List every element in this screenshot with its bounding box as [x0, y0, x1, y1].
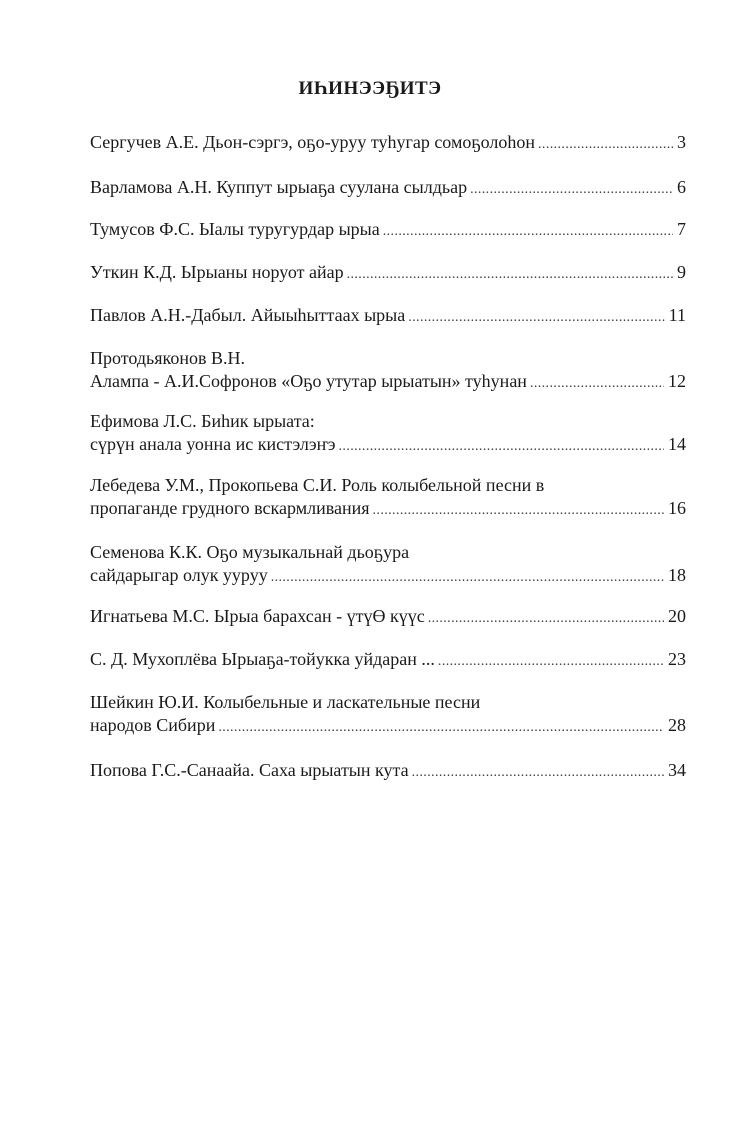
leader-dots — [538, 136, 673, 154]
toc-page-number: 34 — [668, 760, 686, 780]
toc-entry-text: сайдарыгар олук ууруу — [90, 565, 268, 585]
leader-dots — [347, 266, 673, 284]
toc-entry-text: С. Д. Мухоплёва Ырыаҕа-тойукка уйдаран ... — [90, 649, 435, 669]
toc-page-number: 18 — [668, 565, 686, 585]
toc-page-number: 28 — [668, 715, 686, 735]
toc-entry-text: Варламова А.Н. Куппут ырыаҕа суулана сылдьар — [90, 177, 468, 197]
leader-dots — [373, 502, 664, 520]
toc-line — [90, 176, 686, 199]
leader-dots — [383, 223, 673, 241]
toc-page-number: 3 — [677, 132, 686, 152]
toc-entry-text: Сергучев А.Е. Дьон-сэргэ, оҕо-уруу туһугар сомоҕолоһон — [90, 132, 536, 152]
toc-entry — [90, 304, 686, 327]
leader-dots — [530, 375, 664, 393]
leader-dots — [408, 309, 664, 327]
toc-page-number: 12 — [668, 371, 686, 391]
toc-page-number: 23 — [668, 649, 686, 669]
toc-page-number: 11 — [668, 305, 686, 325]
toc-line — [90, 304, 686, 327]
toc-line — [90, 759, 686, 782]
toc-entry-text: Тумусов Ф.С. Ыалы туругурдар ырыа — [90, 219, 380, 239]
toc-entry — [90, 759, 686, 782]
toc-page-number: 6 — [677, 177, 686, 197]
leader-dots — [438, 653, 664, 671]
toc-entry — [90, 218, 686, 241]
toc-entry — [90, 131, 686, 154]
toc-entry — [90, 474, 686, 520]
toc-line — [90, 648, 686, 671]
toc-entry — [90, 347, 686, 393]
leader-dots — [271, 569, 664, 587]
toc-entry — [90, 176, 686, 199]
toc-entry-text: Павлов А.Н.-Дабыл. Айыыһыттаах ырыа — [90, 305, 406, 325]
toc-line — [90, 714, 686, 737]
toc-page-number: 14 — [668, 434, 686, 454]
leader-dots — [218, 719, 664, 737]
leader-dots — [339, 438, 664, 456]
toc-line — [90, 564, 686, 587]
toc-entry-text: пропаганде грудного вскармливания — [90, 498, 370, 518]
toc-entry — [90, 691, 686, 737]
toc-entry — [90, 541, 686, 587]
page-title: ИҺИНЭЭҔИТЭ — [298, 78, 442, 99]
toc-entry-text: Уткин К.Д. Ырыаны норуот айар — [90, 262, 344, 282]
toc-page-number: 9 — [677, 262, 686, 282]
toc-page-number: 20 — [668, 606, 686, 626]
toc-entry-text: народов Сибири — [90, 715, 216, 735]
toc-line — [90, 131, 686, 154]
toc-entry-text: Протодьяконов В.Н. — [90, 348, 245, 368]
toc-entry-text: Семенова К.К. Оҕо музыкальнай дьоҕура — [90, 542, 410, 562]
toc-entry — [90, 410, 686, 456]
toc-line — [90, 497, 686, 520]
toc-line — [90, 605, 686, 628]
toc-entry — [90, 648, 686, 671]
toc-entry-text: Попова Г.С.-Санаайа. Саха ырыатын кута — [90, 760, 409, 780]
toc-entry-text: Игнатьева М.С. Ырыа барахсан - үтүӨ күүс — [90, 606, 425, 626]
leader-dots — [428, 610, 664, 628]
toc-entry-text: Шейкин Ю.И. Колыбельные и ласкательные песни — [90, 692, 481, 712]
toc-line — [90, 261, 686, 284]
toc-entry — [90, 605, 686, 628]
leader-dots — [470, 181, 673, 199]
toc-line — [90, 433, 686, 456]
leader-dots — [412, 764, 664, 782]
toc-entry-text: Лебедева У.М., Прокопьева С.И. Роль колыбельной песни в — [90, 475, 545, 495]
toc-line — [90, 218, 686, 241]
toc-page-number: 16 — [668, 498, 686, 518]
toc-entry-text: Ефимова Л.С. Биһик ырыата: — [90, 411, 315, 431]
toc-entry-text: Алампа - А.И.Софронов «Оҕо утутар ырыатын» туһунан — [90, 371, 527, 391]
toc-line — [90, 370, 686, 393]
toc-page-number: 7 — [677, 219, 686, 239]
toc-entry — [90, 261, 686, 284]
toc-entry-text: сүрүн анала уонна ис кистэлэҥэ — [90, 434, 336, 454]
